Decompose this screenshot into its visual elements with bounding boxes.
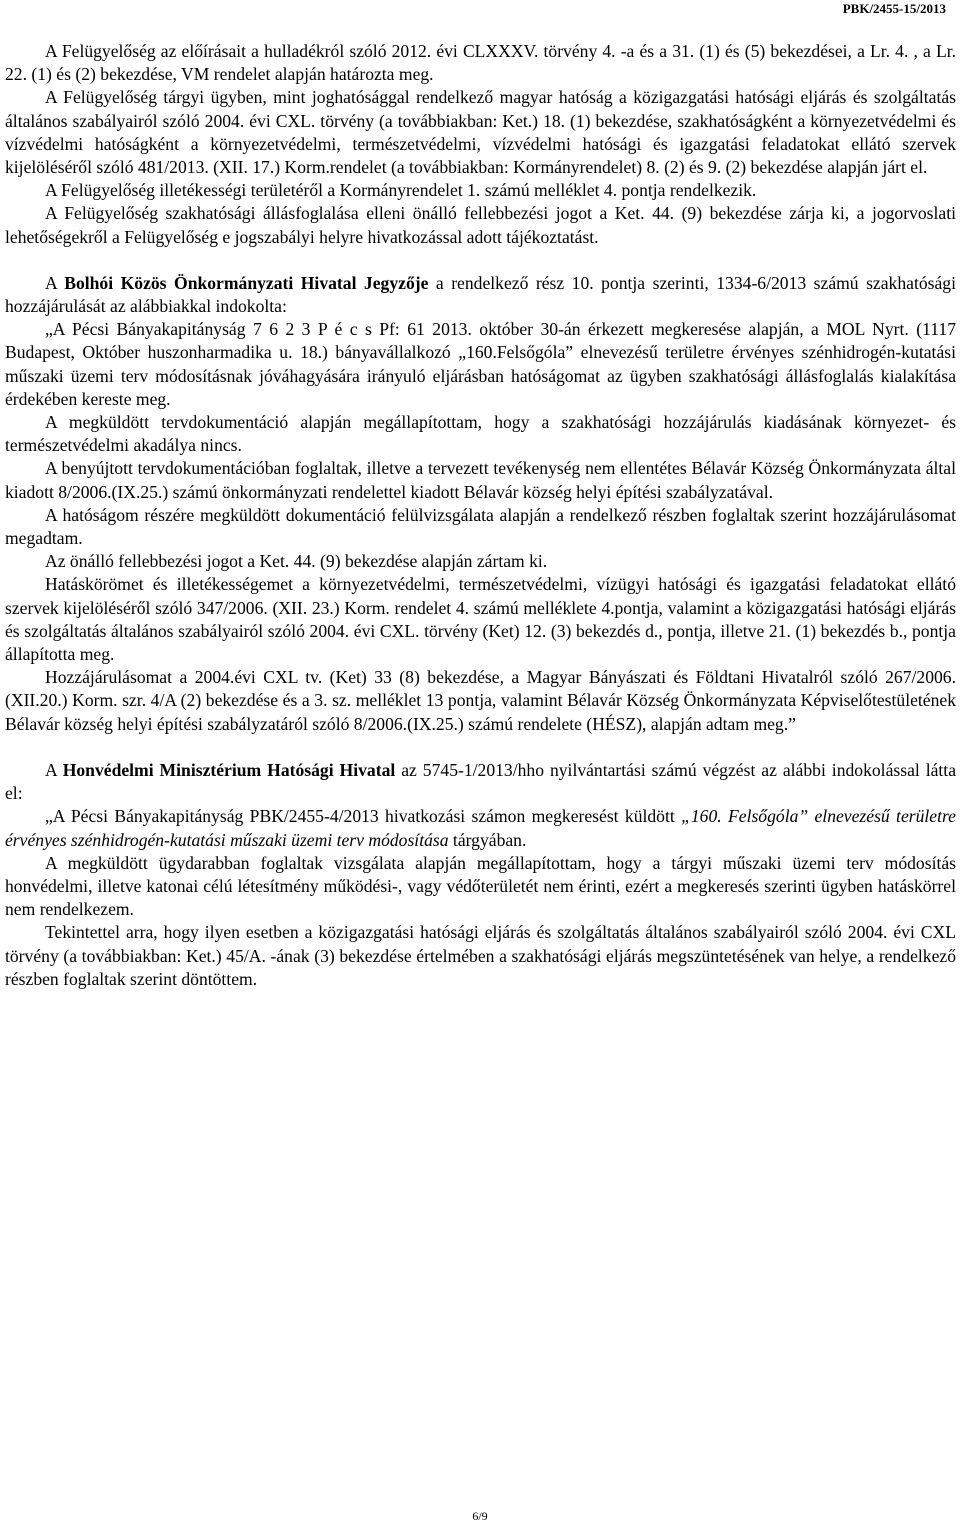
paragraph: A Felügyelőség szakhatósági állásfoglalása elleni önálló fellebbezési jogot a Ket. 44. (9) bekezdése zárja ki, a jogorvoslati lehetőségekről a Felügyelőség e jogszabályi helyre hivatkozással adott tájékoztatást. bbox=[5, 203, 956, 247]
paragraph: A benyújtott tervdokumentációban foglaltak, illetve a tervezett tevékenység nem ellentétes Bélavár Község Önkormányzata által kiadott 8/2006.(IX.25.) számú önkormányzati rendelettel kiadott Bélavár község helyi építési szabályzatával. bbox=[5, 458, 956, 502]
paragraph: Az önálló fellebbezési jogot a Ket. 44. (9) bekezdése alapján zártam ki. bbox=[45, 551, 548, 572]
authority-name: Bolhói Közös Önkormányzati Hivatal Jegyzője bbox=[64, 272, 429, 293]
paragraph: A hatóságom részére megküldött dokumentáció felülvizsgálata alapján a rendelkező részben foglaltak szerint hozzájárulásomat megadtam. bbox=[5, 504, 956, 549]
authority-name: Honvédelmi Minisztérium Hatósági Hivatal bbox=[62, 759, 396, 780]
paragraph-authority-statement: A Bolhói Közös Önkormányzati Hivatal Jegyzője a rendelkező rész 10. pontja szerinti, 1334-6/2013 számú szakhatósági hozzájárulását az alábbiakkal indokolta: bbox=[5, 272, 956, 317]
paragraph-authority-statement: A Honvédelmi Minisztérium Hatósági Hivatal az 5745-1/2013/hho nyilvántartási számú végzést az alábbi indokolással látta el: bbox=[5, 759, 957, 804]
document-reference-header: PBK/2455-15/2013 bbox=[842, 1, 946, 16]
paragraph: Hozzájárulásomat a 2004.évi CXL tv. (Ket) 33 (8) bekezdése, a Magyar Bányászati és Földtani Hivatalról szóló 267/2006.(XII.20.) Korm. szr. 4/A (2) bekezdése és a 3. sz. melléklet 13 pontja, valamint Bélavár Község Önkormányzata Képviselőtestületének Bélavár község helyi építési szabályzatáról szóló 8/2006.(IX.25.) számú rendelete (HÉSZ), alapján adtam meg.” bbox=[5, 667, 956, 734]
paragraph: A Felügyelőség tárgyi ügyben, mint joghatósággal rendelkező magyar hatóság a közigazgatási hatósági eljárás és szolgáltatás általános szabályairól szóló 2004. évi CXL. törvény (a továbbiakban: Ket.) 18. (1) bekezdése, szakhatóságként a környezetvédelmi és vízvédelmi hatóságként a környezetvédelmi, természetvédelmi, vízvédelmi hatósági és igazgatási feladatokat ellátó szervek kijelöléséről szóló 481/2013. (XII. 17.) Korm.rendelet (a továbbiakban: Kormányrendelet) 8. (2) és 9. (2) bekezdése alapján járt el. bbox=[5, 87, 956, 178]
paragraph: A Felügyelőség az előírásait a hulladékról szóló 2012. évi CLXXXV. törvény 4. -a és a 31. (1) és (5) bekezdései, a Lr. 4. , a Lr. 22. (1) és (2) bekezdése, VM rendelet alapján határozta meg. bbox=[5, 41, 956, 85]
paragraph: Tekintettel arra, hogy ilyen esetben a közigazgatási hatósági eljárás és szolgáltatás általános szabályairól szóló 2004. évi CXL törvény (a továbbiakban: Ket.) 45/A. -ának (3) bekezdése értelmében a szakhatósági eljárás megszüntetésének van helye, a rendelkező részben foglaltak szerint döntöttem. bbox=[5, 922, 956, 989]
paragraph: A megküldött tervdokumentáció alapján megállapítottam, hogy a szakhatósági hozzájárulás kiadásának környezet- és természetvédelmi akadálya nincs. bbox=[5, 412, 956, 456]
paragraph: „A Pécsi Bányakapitányság PBK/2455-4/2013 hivatkozási számon megkeresést küldött „160. Felsőgóla” elnevezésű területre érvényes szénhidrogén-kutatási műszaki üzemi terv módosítása tárgyában. bbox=[5, 806, 956, 850]
page-number: 6/9 bbox=[472, 1509, 488, 1523]
paragraph: „A Pécsi Bányakapitányság 7 6 2 3 P é c s Pf: 61 2013. október 30-án érkezett megkeresése alapján, a MOL Nyrt. (1117 Budapest, Október huszonharmadika u. 18.) bányavállalkozó „160.Felsőgóla” elnevezésű területre érvényes szénhidrogén-kutatási műszaki üzemi terv módosításnak jóváhagyására irányuló eljárásban hatóságomat az ügyben szakhatósági állásfoglalás kialakítása érdekében kereste meg. bbox=[5, 319, 956, 409]
paragraph: Hatáskörömet és illetékességemet a környezetvédelmi, természetvédelmi, vízügyi hatósági és igazgatási feladatokat ellátó szervek kijelöléséről szóló 347/2006. (XII. 23.) Korm. rendelet 4. számú melléklete 4.pontja, valamint a közigazgatási hatósági eljárás és szolgáltatás általános szabályairól szóló 2004. évi CXL. törvény (Ket) 12. (3) bekezdés d., pontja, illetve 21. (1) bekezdés b., pontja állapította meg. bbox=[5, 574, 956, 665]
document-body bbox=[5, 40, 956, 991]
paragraph: A Felügyelőség illetékességi területéről a Kormányrendelet 1. számú melléklet 4. pontja rendelkezik. bbox=[45, 180, 757, 201]
paragraph: A megküldött ügydarabban foglaltak vizsgálata alapján megállapítottam, hogy a tárgyi műszaki üzemi terv módosítás honvédelmi, illetve katonai célú létesítmény működési-, vagy védőterületét nem érinti, ezért a megkeresés szerinti ügyben hatáskörrel nem rendelkezem. bbox=[5, 852, 956, 920]
subject-title: „160. Felsőgóla” elnevezésű területre érvényes szénhidrogén-kutatási műszaki üzemi terv módosítása bbox=[5, 806, 956, 850]
